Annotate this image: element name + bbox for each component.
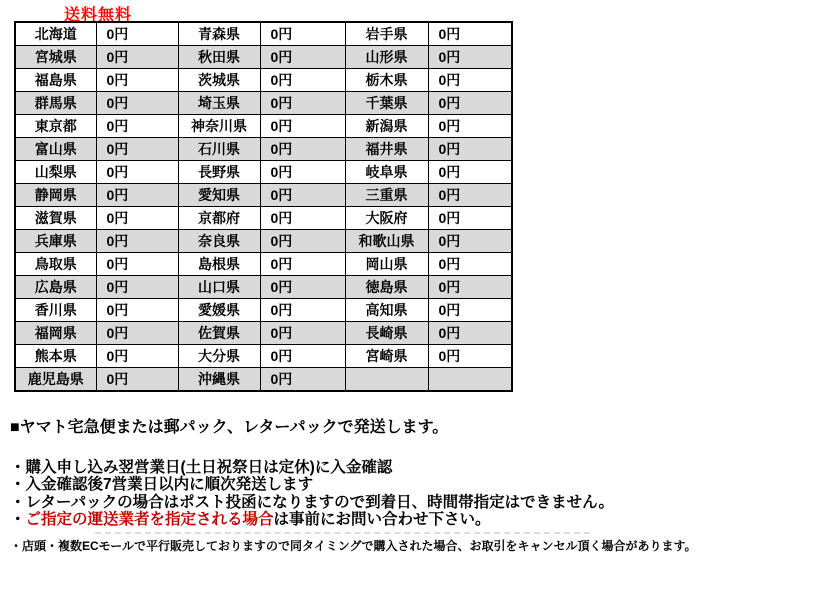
- prefecture-cell: 宮崎県: [345, 345, 428, 368]
- fee-cell: 0円: [260, 322, 345, 345]
- fee-cell: 0円: [428, 46, 512, 69]
- prefecture-cell: 滋賀県: [15, 207, 96, 230]
- fee-cell: 0円: [260, 138, 345, 161]
- fee-cell: 0円: [260, 276, 345, 299]
- fee-cell: 0円: [428, 69, 512, 92]
- table-row: [15, 22, 512, 46]
- fee-cell: 0円: [96, 138, 178, 161]
- prefecture-cell: 北海道: [15, 22, 96, 46]
- prefecture-cell: 東京都: [15, 115, 96, 138]
- fee-cell: 0円: [96, 115, 178, 138]
- prefecture-cell: 静岡県: [15, 184, 96, 207]
- prefecture-cell: 群馬県: [15, 92, 96, 115]
- fee-cell: 0円: [260, 161, 345, 184]
- fee-cell: 0円: [260, 22, 345, 46]
- prefecture-cell: 大阪府: [345, 207, 428, 230]
- fee-cell: 0円: [260, 184, 345, 207]
- fee-cell: 0円: [96, 368, 178, 392]
- fee-cell: 0円: [96, 322, 178, 345]
- fee-cell: 0円: [428, 115, 512, 138]
- fee-cell: 0円: [96, 92, 178, 115]
- table-row: [15, 161, 512, 184]
- prefecture-cell: 富山県: [15, 138, 96, 161]
- prefecture-cell: 岡山県: [345, 253, 428, 276]
- table-row: [15, 46, 512, 69]
- prefecture-cell: 鹿児島県: [15, 368, 96, 392]
- fee-cell: 0円: [96, 207, 178, 230]
- prefecture-cell: 沖縄県: [178, 368, 260, 392]
- fee-cell: 0円: [96, 22, 178, 46]
- fee-cell: 0円: [96, 276, 178, 299]
- prefecture-cell: 青森県: [178, 22, 260, 46]
- fee-cell: 0円: [260, 69, 345, 92]
- fee-cell: [428, 368, 512, 392]
- prefecture-cell: 広島県: [15, 276, 96, 299]
- fee-cell: 0円: [260, 368, 345, 392]
- fee-cell: 0円: [260, 46, 345, 69]
- table-row: [15, 115, 512, 138]
- prefecture-cell: 新潟県: [345, 115, 428, 138]
- prefecture-cell: 徳島県: [345, 276, 428, 299]
- fee-cell: 0円: [96, 299, 178, 322]
- prefecture-cell: 鳥取県: [15, 253, 96, 276]
- note-line-letterpack: ・レターパックの場合はポスト投函になりますので到着日、時間帯指定はできません。: [10, 493, 615, 511]
- note-bullet: ・: [10, 510, 26, 528]
- cancellation-disclaimer: ・店頭・複数ECモールで平行販売しておりますので同タイミングで購入された場合、お取引をキャンセル頂く場合があります。: [10, 539, 697, 553]
- table-row: [15, 230, 512, 253]
- fee-cell: 0円: [428, 230, 512, 253]
- faint-artifact-line: [95, 532, 590, 534]
- prefecture-cell: 山梨県: [15, 161, 96, 184]
- fee-cell: 0円: [260, 230, 345, 253]
- prefecture-cell: 山口県: [178, 276, 260, 299]
- table-row: [15, 92, 512, 115]
- fee-cell: 0円: [96, 69, 178, 92]
- fee-cell: 0円: [260, 253, 345, 276]
- prefecture-cell: 和歌山県: [345, 230, 428, 253]
- carrier-request-highlight: ご指定の運送業者を指定される場合: [25, 510, 274, 528]
- fee-cell: 0円: [260, 207, 345, 230]
- fee-cell: 0円: [428, 276, 512, 299]
- fee-cell: 0円: [260, 345, 345, 368]
- prefecture-cell: 香川県: [15, 299, 96, 322]
- prefecture-cell: 愛知県: [178, 184, 260, 207]
- prefecture-cell: 三重県: [345, 184, 428, 207]
- prefecture-cell: 岐阜県: [345, 161, 428, 184]
- table-row: [15, 253, 512, 276]
- fee-cell: 0円: [260, 115, 345, 138]
- fee-cell: 0円: [428, 253, 512, 276]
- shipping-fee-table: [14, 21, 513, 392]
- fee-cell: 0円: [260, 92, 345, 115]
- table-row: [15, 345, 512, 368]
- prefecture-cell: 兵庫県: [15, 230, 96, 253]
- note-line-carrier-request: [10, 511, 614, 528]
- fee-cell: 0円: [96, 184, 178, 207]
- fee-cell: 0円: [428, 345, 512, 368]
- table-row: [15, 322, 512, 345]
- prefecture-cell: 愛媛県: [178, 299, 260, 322]
- note-line-payment-confirm: ・購入申し込み翌営業日(土日祝祭日は定休)に入金確認: [10, 459, 393, 476]
- prefecture-cell: 神奈川県: [178, 115, 260, 138]
- fee-cell: 0円: [96, 230, 178, 253]
- prefecture-cell: 長野県: [178, 161, 260, 184]
- prefecture-cell: 福岡県: [15, 322, 96, 345]
- prefecture-cell: 山形県: [345, 46, 428, 69]
- table-row: [15, 299, 512, 322]
- prefecture-cell: 栃木県: [345, 69, 428, 92]
- prefecture-cell: 高知県: [345, 299, 428, 322]
- shipping-method-heading: ■ヤマト宅急便または郵パック、レターパックで発送します。: [10, 419, 449, 436]
- note-line-dispatch-days: ・入金確認後7営業日以内に順次発送します: [10, 476, 314, 494]
- table-row: [15, 69, 512, 92]
- prefecture-cell: 埼玉県: [178, 92, 260, 115]
- prefecture-cell: 福井県: [345, 138, 428, 161]
- prefecture-cell: 佐賀県: [178, 322, 260, 345]
- prefecture-cell: 岩手県: [345, 22, 428, 46]
- prefecture-cell: [345, 368, 428, 392]
- prefecture-cell: 熊本県: [15, 345, 96, 368]
- fee-cell: 0円: [260, 299, 345, 322]
- fee-cell: 0円: [428, 161, 512, 184]
- fee-cell: 0円: [96, 161, 178, 184]
- fee-cell: 0円: [96, 46, 178, 69]
- prefecture-cell: 奈良県: [178, 230, 260, 253]
- prefecture-cell: 京都府: [178, 207, 260, 230]
- free-shipping-label: 送料無料: [64, 7, 133, 24]
- prefecture-cell: 長崎県: [345, 322, 428, 345]
- prefecture-cell: 茨城県: [178, 69, 260, 92]
- fee-cell: 0円: [428, 322, 512, 345]
- prefecture-cell: 福島県: [15, 69, 96, 92]
- prefecture-cell: 石川県: [178, 138, 260, 161]
- table-row: [15, 184, 512, 207]
- table-row: [15, 276, 512, 299]
- prefecture-cell: 千葉県: [345, 92, 428, 115]
- prefecture-cell: 宮城県: [15, 46, 96, 69]
- fee-cell: 0円: [428, 207, 512, 230]
- fee-cell: 0円: [428, 92, 512, 115]
- prefecture-cell: 島根県: [178, 253, 260, 276]
- table-row: [15, 368, 512, 392]
- fee-cell: 0円: [96, 253, 178, 276]
- fee-cell: 0円: [96, 345, 178, 368]
- fee-cell: 0円: [428, 184, 512, 207]
- table-row: [15, 138, 512, 161]
- fee-cell: 0円: [428, 138, 512, 161]
- fee-cell: 0円: [428, 299, 512, 322]
- table-row: [15, 207, 512, 230]
- prefecture-cell: 大分県: [178, 345, 260, 368]
- fee-cell: 0円: [428, 22, 512, 46]
- carrier-request-rest: は事前にお問い合わせ下さい。: [273, 510, 491, 528]
- shipping-notes-list: [10, 459, 614, 528]
- prefecture-cell: 秋田県: [178, 46, 260, 69]
